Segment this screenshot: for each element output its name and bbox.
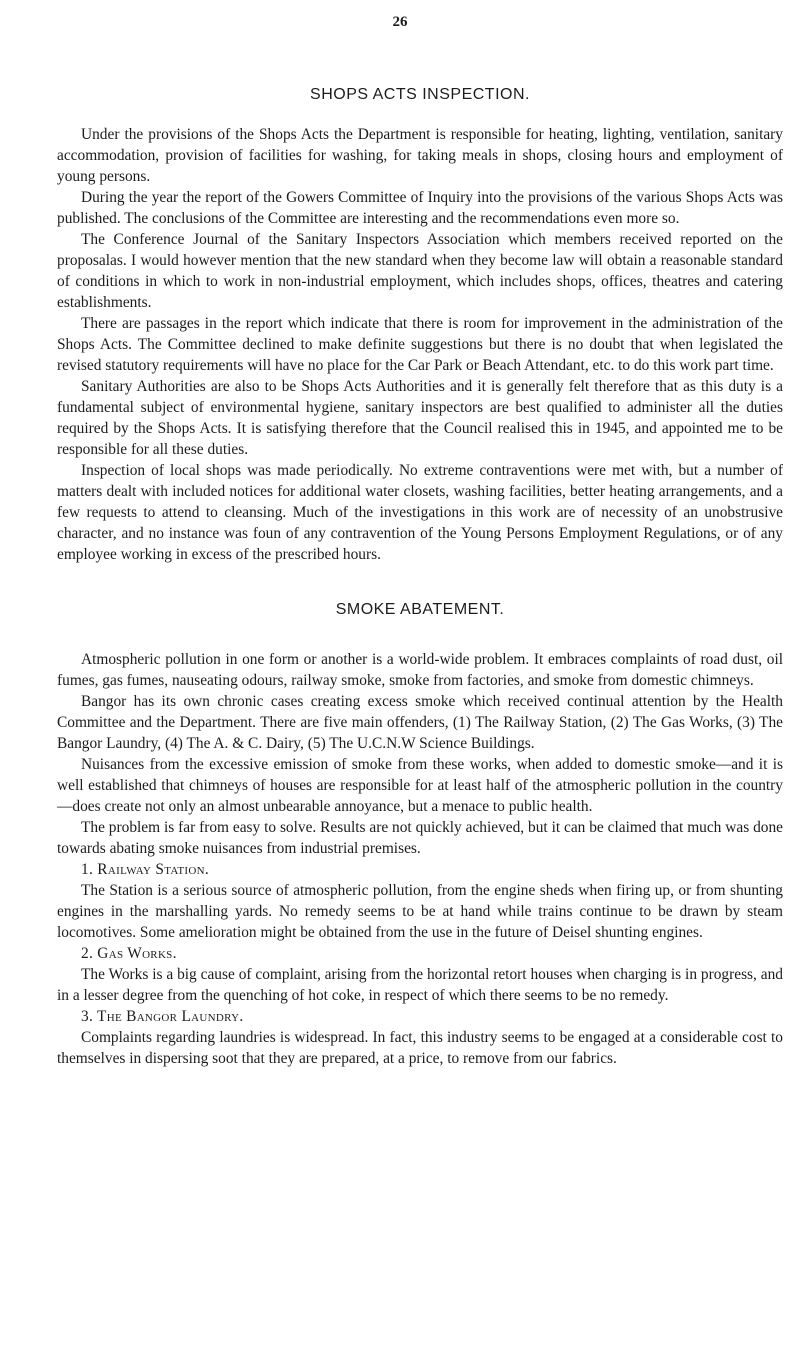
shops-paragraph-1: Under the provisions of the Shops Acts the Department is responsible for heating, lighting, ventilation, sanitary accommodation, provision of facilities for washing, for taking meals in shops, closing hours and employment of young persons. <box>57 126 783 185</box>
smoke-abatement-title: SMOKE ABATEMENT. <box>335 601 505 618</box>
railway-station-paragraph: The Station is a serious source of atmospheric pollution, from the engine sheds when firing up, or from shunting engines in the marshalling yards. No remedy seems to be at hand while trains continue to be drawn by steam locomotives. Some amelioration might be obtained from the use in the future of Deisel shunting engines. <box>57 882 783 941</box>
shops-paragraph-5: Sanitary Authorities are also to be Shops Acts Authorities and it is generally felt therefore that as this duty is a fundamental subject of environmental hygiene, sanitary inspectors are best qualified to administer all the duties required by the Shops Acts. It is satisfying therefore that the Council realised this in 1945, and appointed me to be responsible for all these duties. <box>57 378 783 458</box>
gas-works-paragraph: The Works is a big cause of complaint, arising from the horizontal retort houses when charging is in progress, and in a lesser degree from the quenching of hot coke, in respect of which there seems to be no remedy. <box>57 966 783 1004</box>
page-content <box>57 86 783 1069</box>
smoke-paragraph-1: Atmospheric pollution in one form or another is a world-wide problem. It embraces complaints of road dust, oil fumes, gas fumes, nauseating odours, railway smoke, smoke from factories, and smoke from domestic chimneys. <box>57 651 783 689</box>
bangor-laundry-heading: 3. The Bangor Laundry. <box>81 1008 244 1025</box>
shops-paragraph-6: Inspection of local shops was made periodically. No extreme contraventions were met with, but a number of matters dealt with included notices for additional water closets, washing facilities, better heating arrangements, and a few requests to attend to cleansing. Much of the investigations in this work are of necessity of an unobstrusive character, and no instance was foun of any contravention of the Young Persons Employment Regulations, or of any employee working in excess of the prescribed hours. <box>57 462 783 563</box>
railway-station-heading: 1. Railway Station. <box>81 861 209 878</box>
gas-works-heading: 2. Gas Works. <box>81 945 177 962</box>
smoke-paragraph-2: Bangor has its own chronic cases creating excess smoke which received continual attention by the Health Committee and the Department. There are five main offenders, (1) The Railway Station, (2) The Gas Works, (3) The Bangor Laundry, (4) The A. & C. Dairy, (5) The U.C.N.W Science Buildings. <box>57 693 783 752</box>
shops-paragraph-3: The Conference Journal of the Sanitary Inspectors Association which members received reported on the proposalas. I would however mention that the new standard when they become law will obtain a reasonable standard of conditions in which to work in non-industrial employment, which includes shops, offices, theatres and catering establishments. <box>57 231 783 311</box>
smoke-paragraph-4: The problem is far from easy to solve. Results are not quickly achieved, but it can be claimed that much was done towards abating smoke nuisances from industrial premises. <box>57 819 783 857</box>
shops-paragraph-4: There are passages in the report which indicate that there is room for improvement in the administration of the Shops Acts. The Committee declined to make definite suggestions but there is no doubt that when legislated the revised statutory requirements will have no place for the Car Park or Beach Attendant, etc. to do this work part time. <box>57 315 783 374</box>
shops-paragraph-2: During the year the report of the Gowers Committee of Inquiry into the provisions of the various Shops Acts was published. The conclusions of the Committee are interesting and the recommendations even more so. <box>57 189 783 227</box>
shops-acts-title: SHOPS ACTS INSPECTION. <box>310 86 530 103</box>
smoke-paragraph-3: Nuisances from the excessive emission of smoke from these works, when added to domestic smoke—and it is well established that chimneys of houses are responsible for at least half of the atmospheric pollution in the country—does create not only an almost unbearable annoyance, but a menace to public health. <box>57 756 783 815</box>
page-number: 26 <box>392 14 408 30</box>
bangor-laundry-paragraph: Complaints regarding laundries is widespread. In fact, this industry seems to be engaged at a considerable cost to themselves in dispersing soot that they are prepared, at a price, to remove from our fabrics. <box>57 1029 783 1067</box>
